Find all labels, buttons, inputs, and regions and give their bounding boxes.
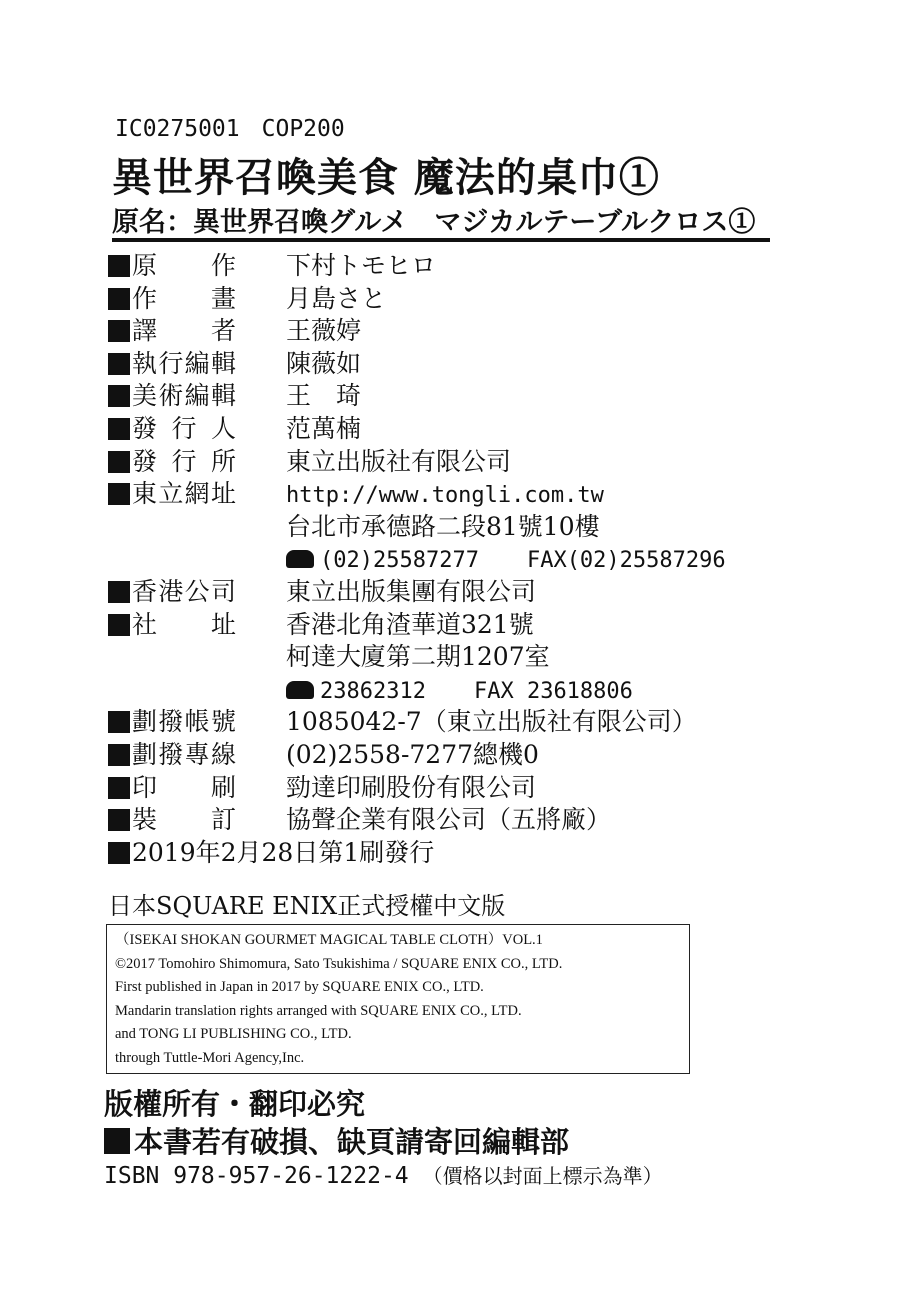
rights-notice: 版權所有・翻印必究 bbox=[104, 1087, 366, 1121]
price-note: （價格以封面上標示為準） bbox=[422, 1164, 663, 1188]
credit-value: 勁達印刷股份有限公司 bbox=[286, 772, 537, 802]
black-square-icon bbox=[108, 744, 130, 766]
credit-label: 執行編輯 bbox=[132, 348, 236, 378]
black-square-icon bbox=[108, 483, 130, 505]
credit-label: 印 刷 bbox=[132, 772, 236, 802]
credit-value: 1085042-7（東立出版社有限公司） bbox=[286, 707, 697, 737]
divider bbox=[112, 238, 770, 242]
black-square-icon bbox=[108, 614, 130, 636]
credit-label: 社 址 bbox=[132, 609, 236, 639]
catalog-codes bbox=[115, 116, 345, 142]
telephone-icon bbox=[286, 681, 314, 699]
damage-notice: 本書若有破損、缺頁請寄回編輯部 bbox=[134, 1125, 570, 1159]
credit-row bbox=[108, 283, 768, 316]
credit-label: 作 畫 bbox=[132, 283, 236, 313]
credit-row bbox=[108, 739, 768, 772]
copyright-line: （ISEKAI SHOKAN GOURMET MAGICAL TABLE CLOTH）VOL.1 bbox=[115, 932, 543, 948]
credits-list bbox=[108, 250, 768, 869]
credit-value: 月島さと bbox=[286, 283, 387, 313]
fax-number: FAX(02)25587296 bbox=[526, 548, 726, 574]
credit-label: 裝 訂 bbox=[132, 805, 236, 835]
isbn-number: ISBN 978-957-26-1222-4 bbox=[104, 1163, 409, 1189]
credit-row bbox=[108, 674, 768, 707]
copyright-box bbox=[106, 924, 690, 1074]
credit-value: 東立出版社有限公司 bbox=[286, 446, 512, 476]
credit-value: (02)2558-7277總機0 bbox=[286, 739, 539, 769]
black-square-icon bbox=[108, 385, 130, 407]
credit-label: 發行人 bbox=[132, 413, 236, 443]
credit-label: 劃撥專線 bbox=[132, 739, 236, 769]
black-square-icon bbox=[108, 581, 130, 603]
credit-row bbox=[108, 413, 768, 446]
black-square-icon bbox=[108, 451, 130, 473]
catalog-code-1: IC0275001 bbox=[115, 116, 240, 142]
credit-row bbox=[108, 706, 768, 739]
copyright-line: ©2017 Tomohiro Shimomura, Sato Tsukishima / SQUARE ENIX CO., LTD. bbox=[115, 955, 563, 972]
black-square-icon bbox=[108, 711, 130, 733]
address-value: 柯達大廈第二期1207室 bbox=[286, 642, 550, 672]
black-square-icon bbox=[108, 777, 130, 799]
credit-label: 東立網址 bbox=[132, 479, 236, 509]
isbn-row bbox=[104, 1160, 663, 1189]
credit-row bbox=[108, 250, 768, 283]
credit-value: 協聲企業有限公司（五將廠） bbox=[286, 805, 612, 835]
credit-row bbox=[108, 315, 768, 348]
address-value: 台北市承德路二段81號10樓 bbox=[286, 511, 600, 541]
credit-value: 王 琦 bbox=[286, 381, 362, 411]
credit-label: 香港公司 bbox=[132, 576, 236, 606]
phone-number: (02)25587277 bbox=[320, 548, 479, 574]
credit-row bbox=[108, 478, 768, 511]
black-square-icon bbox=[108, 255, 130, 277]
credit-value: 東立出版集團有限公司 bbox=[286, 576, 537, 606]
credit-row bbox=[108, 543, 768, 576]
credit-row bbox=[108, 772, 768, 805]
catalog-code-2: COP200 bbox=[261, 116, 345, 142]
black-square-icon bbox=[108, 809, 130, 831]
copyright-line: Mandarin translation rights arranged with SQUARE ENIX CO., LTD. bbox=[115, 1002, 522, 1019]
credit-label: 譯 者 bbox=[132, 316, 236, 346]
original-title: 原名：異世界召喚グルメ マジカルテーブルクロス① bbox=[112, 207, 756, 238]
black-square-icon bbox=[108, 320, 130, 342]
credit-label: 原 作 bbox=[132, 251, 236, 280]
credit-row bbox=[108, 641, 768, 674]
credit-value: 范萬楠 bbox=[286, 413, 362, 443]
publish-date-row bbox=[108, 837, 768, 870]
credit-value: 下村トモヒロ bbox=[286, 251, 437, 280]
credit-label: 劃撥帳號 bbox=[132, 707, 236, 737]
copyright-line: through Tuttle-Mori Agency,Inc. bbox=[115, 1049, 305, 1066]
credit-row bbox=[108, 511, 768, 544]
credit-row bbox=[108, 804, 768, 837]
damage-notice-row bbox=[104, 1120, 569, 1161]
credit-value: 陳薇如 bbox=[286, 348, 362, 378]
credit-row bbox=[108, 609, 768, 642]
copyright-line: and TONG LI PUBLISHING CO., LTD. bbox=[115, 1026, 352, 1042]
credit-value: 王薇婷 bbox=[286, 316, 362, 346]
black-square-icon bbox=[104, 1128, 130, 1154]
authorization-note: 日本SQUARE ENIX正式授權中文版 bbox=[108, 892, 506, 920]
credit-row bbox=[108, 380, 768, 413]
credit-value: 香港北角渣華道321號 bbox=[286, 609, 534, 639]
credit-label: 美術編輯 bbox=[132, 381, 236, 411]
credit-row bbox=[108, 348, 768, 381]
black-square-icon bbox=[108, 353, 130, 375]
credit-row bbox=[108, 446, 768, 479]
publish-date: 2019年2月28日第1刷發行 bbox=[132, 837, 435, 867]
telephone-icon bbox=[286, 550, 314, 568]
black-square-icon bbox=[108, 842, 130, 864]
book-title: 異世界召喚美食 魔法的桌巾① bbox=[112, 154, 660, 201]
phone-number: 23862312 bbox=[320, 678, 426, 704]
credit-row bbox=[108, 576, 768, 609]
credit-label: 發行所 bbox=[132, 446, 236, 476]
black-square-icon bbox=[108, 418, 130, 440]
website-link[interactable]: http://www.tongli.com.tw bbox=[286, 483, 604, 509]
fax-number: FAX 23618806 bbox=[473, 678, 633, 704]
black-square-icon bbox=[108, 288, 130, 310]
copyright-line: First published in Japan in 2017 by SQUARE ENIX CO., LTD. bbox=[115, 979, 484, 995]
